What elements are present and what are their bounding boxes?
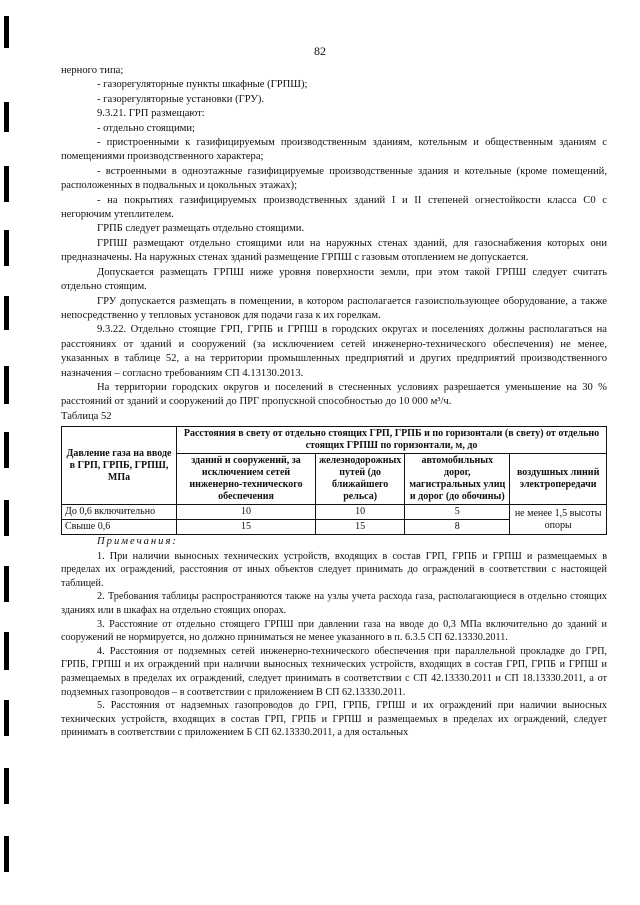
scan-mark — [4, 432, 9, 468]
paragraph: ГРПШ размещают отдельно стоящими или на наружных стенах зданий, для газоснабжения которых они предназначены. На наружных стенах зданий размещение ГРПШ с газовым отоплением не допускается. — [61, 237, 607, 264]
header-pressure: Давление газа на вводе в ГРП, ГРПБ, ГРПШ, МПа — [62, 427, 177, 505]
header-railway: железнодорожных путей (до ближайшего рельса) — [316, 454, 405, 505]
scan-mark — [4, 700, 9, 736]
note-item: 4. Расстояния от подземных сетей инженерно-технического обеспечения при параллельной прокладке до ГРП, ГРПБ, ГРПШ и их ограждений при наличии выносных технических устройств, входящих в состав ГРП, ГРПБ и ГРПШ и размещаемых в пределах их ограждений, следует принимать в соответствии с СП 42.13330.2011 и СП 18.13330.2011, а от подземных газопроводов – в соответствии с приложением В СП 62.13330.2011. — [61, 645, 607, 698]
clause-heading: 9.3.21. ГРП размещают: — [97, 108, 205, 120]
scan-mark — [4, 566, 9, 602]
list-item: - отдельно стоящими; — [97, 122, 195, 134]
scan-margin-marks — [4, 0, 12, 905]
clause-paragraph: 9.3.22. Отдельно стоящие ГРП, ГРПБ и ГРПШ в городских округах и поселениях должны располагаться на расстояниях от зданий и сооружений (за исключением сетей инженерно-технического обеспечения) не менее, указанных в таблице 52, а на территории промышленных предприятий и других предприятий производственного назначения – согласно требованиям СП 4.13130.2013. — [61, 324, 607, 379]
cell-roads: 5 — [405, 505, 510, 520]
cell-railway: 15 — [316, 520, 405, 535]
notes-title: Примечания: — [97, 536, 178, 548]
header-distance-group: Расстояния в свету от отдельно стоящих ГРП, ГРПБ и по горизонтали (в свету) от отдельно стоящих ГРПШ по горизонтали, м, до — [177, 427, 607, 454]
cell-railway: 10 — [316, 505, 405, 520]
scan-mark — [4, 500, 9, 536]
distance-table — [61, 426, 607, 535]
scan-mark — [4, 768, 9, 804]
list-item: - на покрытиях газифицируемых производственных зданий I и II степеней огнестойкости класса С0 с негорючим утеплителем. — [61, 194, 607, 221]
note-item: 3. Расстояние от отдельно стоящего ГРПШ при давлении газа на вводе до 0,3 МПа включительно до зданий и сооружений не нормируется, но должно приниматься не менее указанного в п. 6.3.5 СП 62.13330.2011. — [61, 618, 607, 644]
cell-pressure: Свыше 0,6 — [62, 520, 177, 535]
scan-mark — [4, 296, 9, 330]
scan-mark — [4, 166, 9, 202]
paragraph: нерного типа; — [61, 65, 124, 76]
paragraph: ГРУ допускается размещать в помещении, в котором располагается газоиспользующее оборудование, а также непосредственно у тепловых установок для подачи газа к их горелкам. — [61, 295, 607, 321]
scan-mark — [4, 102, 9, 132]
table-row — [62, 505, 607, 520]
note-item: 2. Требования таблицы распространяются также на узлы учета расхода газа, располагающиеся в отдельно стоящих зданиях или в шкафах на отдельно стоящих опорах. — [61, 591, 607, 616]
header-power-lines: воздушных линий электропередачи — [510, 454, 607, 505]
paragraph: Допускается размещать ГРПШ ниже уровня поверхности земли, при этом такой ГРПШ следует считать отдельно стоящим. — [61, 266, 607, 293]
cell-power-lines: не менее 1,5 высоты опоры — [510, 505, 607, 535]
paragraph: На территории городских округов и поселений в стесненных условиях разрешается уменьшение на 30 % расстояний от зданий и сооружений до ПРГ пропускной способностью до 10 000 м³/ч. — [61, 381, 607, 408]
list-item: - пристроенными к газифицируемым производственным зданиям, котельным и общественным зданиям с помещениями производственного характера; — [61, 137, 607, 163]
list-item: - встроенными в одноэтажные газифицируемые производственные здания и котельные (кроме помещений, расположенных в подвальных и цокольных этажах); — [61, 165, 607, 192]
list-item: - газорегуляторные пункты шкафные (ГРПШ); — [97, 79, 308, 91]
scan-mark — [4, 230, 9, 266]
header-buildings: зданий и сооружений, за исключением сетей инженерно-технического обеспечения — [177, 454, 316, 505]
list-item: - газорегуляторные установки (ГРУ). — [97, 93, 265, 105]
cell-roads: 8 — [405, 520, 510, 535]
scan-mark — [4, 366, 9, 404]
table-caption: Таблица 52 — [61, 410, 112, 422]
notes-list — [61, 550, 607, 740]
table-header-row — [62, 427, 607, 454]
header-roads: автомобильных дорог, магистральных улиц и дорог (до обочины) — [405, 454, 510, 505]
note-item: 1. При наличии выносных технических устройств, входящих в состав ГРП, ГРПБ и ГРПШ и размещаемых в пределах их ограждений, расстояния от иных объектов следует принимать до ограждений в соответствии с настоящей таблицей. — [61, 550, 607, 589]
note-item: 5. Расстояния от надземных газопроводов до ГРП, ГРПБ, ГРПШ и их ограждений при наличии выносных технических устройств, входящих в состав ГРП, ГРПБ и ГРПШ и размещаемых в пределах их ограждений, следует принимать в соответствии с приложением Б СП 62.13330.2011, а для остальных — [61, 700, 607, 739]
page-number: 82 — [314, 44, 326, 58]
page-content — [61, 64, 607, 740]
scan-mark — [4, 632, 9, 670]
cell-pressure: До 0,6 включительно — [62, 505, 177, 520]
cell-buildings: 15 — [177, 520, 316, 535]
scan-mark — [4, 836, 9, 872]
cell-buildings: 10 — [177, 505, 316, 520]
paragraph: ГРПБ следует размещать отдельно стоящими. — [97, 223, 305, 235]
